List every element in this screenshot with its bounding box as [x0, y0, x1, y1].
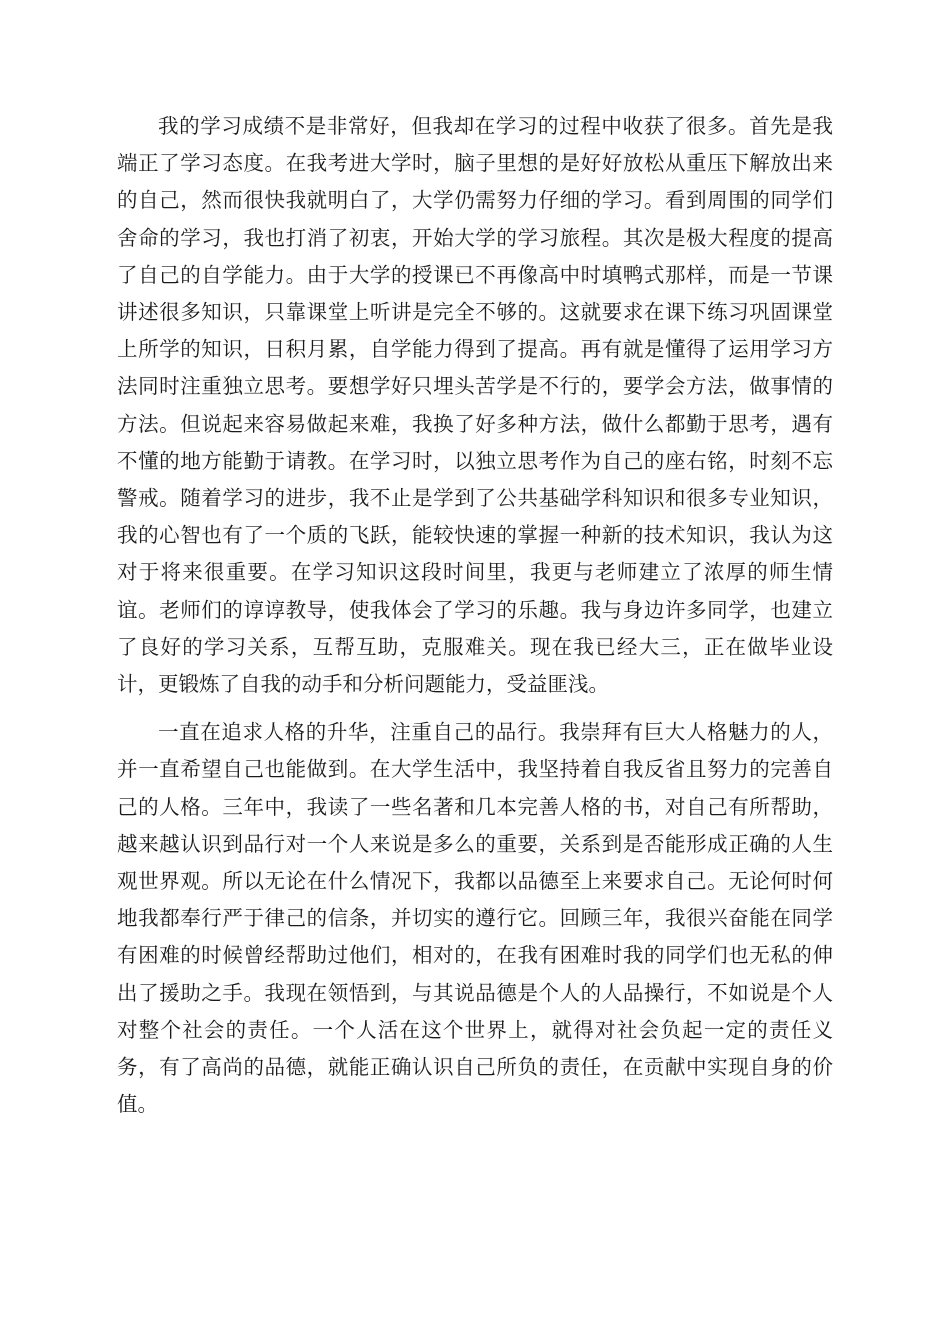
document-page — [117, 108, 833, 1123]
paragraph-study: 我的学习成绩不是非常好，但我却在学习的过程中收获了很多。首先是我端正了学习态度。在我考进大学时，脑子里想的是好好放松从重压下解放出来的自己，然而很快我就明白了，大学仍需努力仔细的学习。看到周围的同学们舍命的学习，我也打消了初衷，开始大学的学习旅程。其次是极大程度的提高了自己的自学能力。由于大学的授课已不再像高中时填鸭式那样，而是一节课讲述很多知识，只靠课堂上听讲是完全不够的。这就要求在课下练习巩固课堂上所学的知识，日积月累，自学能力得到了提高。再有就是懂得了运用学习方法同时注重独立思考。要想学好只埋头苦学是不行的，要学会方法，做事情的方法。但说起来容易做起来难，我换了好多种方法，做什么都勤于思考，遇有不懂的地方能勤于请教。在学习时，以独立思考作为自己的座右铭，时刻不忘警戒。随着学习的进步，我不止是学到了公共基础学科知识和很多专业知识，我的心智也有了一个质的飞跃，能较快速的掌握一种新的技术知识，我认为这对于将来很重要。在学习知识这段时间里，我更与老师建立了浓厚的师生情谊。老师们的谆谆教导，使我体会了学习的乐趣。我与身边许多同学，也建立了良好的学习关系，互帮互助，克服难关。现在我已经大三，正在做毕业设计，更锻炼了自我的动手和分析问题能力，受益匪浅。 — [117, 114, 833, 697]
paragraph-character: 一直在追求人格的升华，注重自己的品行。我崇拜有巨大人格魅力的人，并一直希望自己也能做到。在大学生活中，我坚持着自我反省且努力的完善自己的人格。三年中，我读了一些名著和几本完善人格的书，对自己有所帮助，越来越认识到品行对一个人来说是多么的重要，关系到是否能形成正确的人生观世界观。所以无论在什么情况下，我都以品德至上来要求自己。无论何时何地我都奉行严于律己的信条，并切实的遵行它。回顾三年，我很兴奋能在同学有困难的时候曾经帮助过他们，相对的，在我有困难时我的同学们也无私的伸出了援助之手。我现在领悟到，与其说品德是个人的人品操行，不如说是个人对整个社会的责任。一个人活在这个世界上，就得对社会负起一定的责任义务，有了高尚的品德，就能正确认识自己所负的责任，在贡献中实现自身的价值。 — [117, 720, 833, 1117]
